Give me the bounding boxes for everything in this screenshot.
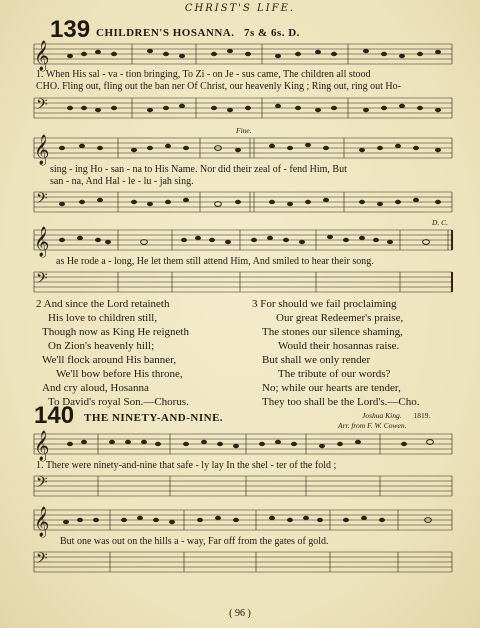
hymn-140-arranger: Arr. from F. W. Cowen. <box>338 421 407 430</box>
staff-139-3-treble <box>0 227 480 257</box>
hymn-140-lyric-line-2: But one was out on the hills a - way, Far off from the gates of gold. <box>60 536 329 547</box>
hymn-140-title: THE NINETY-AND-NINE. <box>84 412 224 424</box>
bass-clef-icon: 𝄢 <box>36 190 48 211</box>
author-year: 1819. <box>413 411 431 420</box>
verse-line: But shall we only render <box>262 354 371 366</box>
bass-clef-icon: 𝄢 <box>36 550 48 571</box>
dc-label: D. C. <box>432 218 449 227</box>
running-header: CHRIST'S LIFE. <box>184 3 296 14</box>
staff-140-2-treble <box>0 507 480 537</box>
verse-line: The tribute of our words? <box>278 368 391 380</box>
staff-140-1-treble <box>0 431 480 461</box>
hymn-140-lyric-line-1: 1. There were ninety-and-nine that safe - ly lay In the shel - ter of the fold ; <box>36 460 337 471</box>
treble-clef-icon: 𝄞 <box>34 507 50 537</box>
verse-line: Our great Redeemer's praise, <box>276 312 404 324</box>
hymn-139-lyric-line-4: san - na, And Hal - le - lu - jah sing. <box>50 176 194 187</box>
hymn-139-lyric-line-2: CHO. Fling out, fling out the ban ner Of Christ, our heavenly King ; Ring out, ring out Ho- <box>36 81 401 92</box>
verse-line: Would their hosannas raise. <box>278 340 400 352</box>
hymn-139-title: CHILDREN'S HOSANNA. <box>96 27 235 39</box>
fine-label: Fine. <box>236 126 252 135</box>
treble-clef-icon: 𝄞 <box>34 227 50 257</box>
verse-line: On Zion's heavenly hill; <box>48 340 155 352</box>
verse-line: No; while our hearts are tender, <box>262 382 401 394</box>
staff-140-1-bass <box>0 474 480 500</box>
hymn-139-lyric-line-5: as He rode a - long, He let them still attend Him, And smiled to hear their song. <box>56 256 374 267</box>
verse-2 <box>36 297 189 409</box>
hymn-139-author <box>362 411 430 420</box>
staff-139-1-treble <box>0 41 480 71</box>
verse-line: They too shall be the Lord's.—Cho. <box>262 396 420 408</box>
author-name: Joshua King. <box>362 411 402 420</box>
verse-line: 3 For should we fail proclaiming <box>252 298 397 310</box>
staff-139-2-bass <box>0 190 480 216</box>
staff-139-2-treble <box>0 135 480 165</box>
verse-line: To David's royal Son.—Chorus. <box>48 396 189 408</box>
verse-line: Though now as King He reigneth <box>42 326 189 338</box>
verse-line: 2 And since the Lord retaineth <box>36 298 170 310</box>
verse-line: We'll flock around His banner, <box>42 354 177 366</box>
verse-line: And cry aloud, Hosanna <box>42 382 149 394</box>
verse-line: We'll bow before His throne, <box>56 368 183 380</box>
verse-line: The stones our silence shaming, <box>262 326 403 338</box>
hymn-139-meter: 7s & 6s. D. <box>244 27 300 39</box>
bass-clef-icon: 𝄢 <box>36 96 48 117</box>
verse-3 <box>252 297 420 409</box>
treble-clef-icon: 𝄞 <box>34 135 50 165</box>
hymn-139-lyric-line-3: sing - ing Ho - san - na to His Name. Nor did their zeal of - fend Him, But <box>50 164 347 175</box>
staff-140-2-bass <box>0 550 480 576</box>
bass-clef-icon: 𝄢 <box>36 270 48 291</box>
hymn-139-lyric-line-1: 1. When His sal - va - tion bringing, To Zi - on Je - sus came, The children all stood <box>36 69 371 80</box>
verse-line: His love to children still, <box>48 312 158 324</box>
bass-clef-icon: 𝄢 <box>36 474 48 495</box>
staff-139-3-bass <box>0 270 480 296</box>
page-number: ( 96 ) <box>229 608 251 619</box>
staff-139-1-bass <box>0 96 480 122</box>
hymn-140-number: 140 <box>34 402 75 429</box>
treble-clef-icon: 𝄞 <box>34 431 50 461</box>
treble-clef-icon: 𝄞 <box>34 41 50 71</box>
hymn-139-number: 139 <box>50 16 91 43</box>
